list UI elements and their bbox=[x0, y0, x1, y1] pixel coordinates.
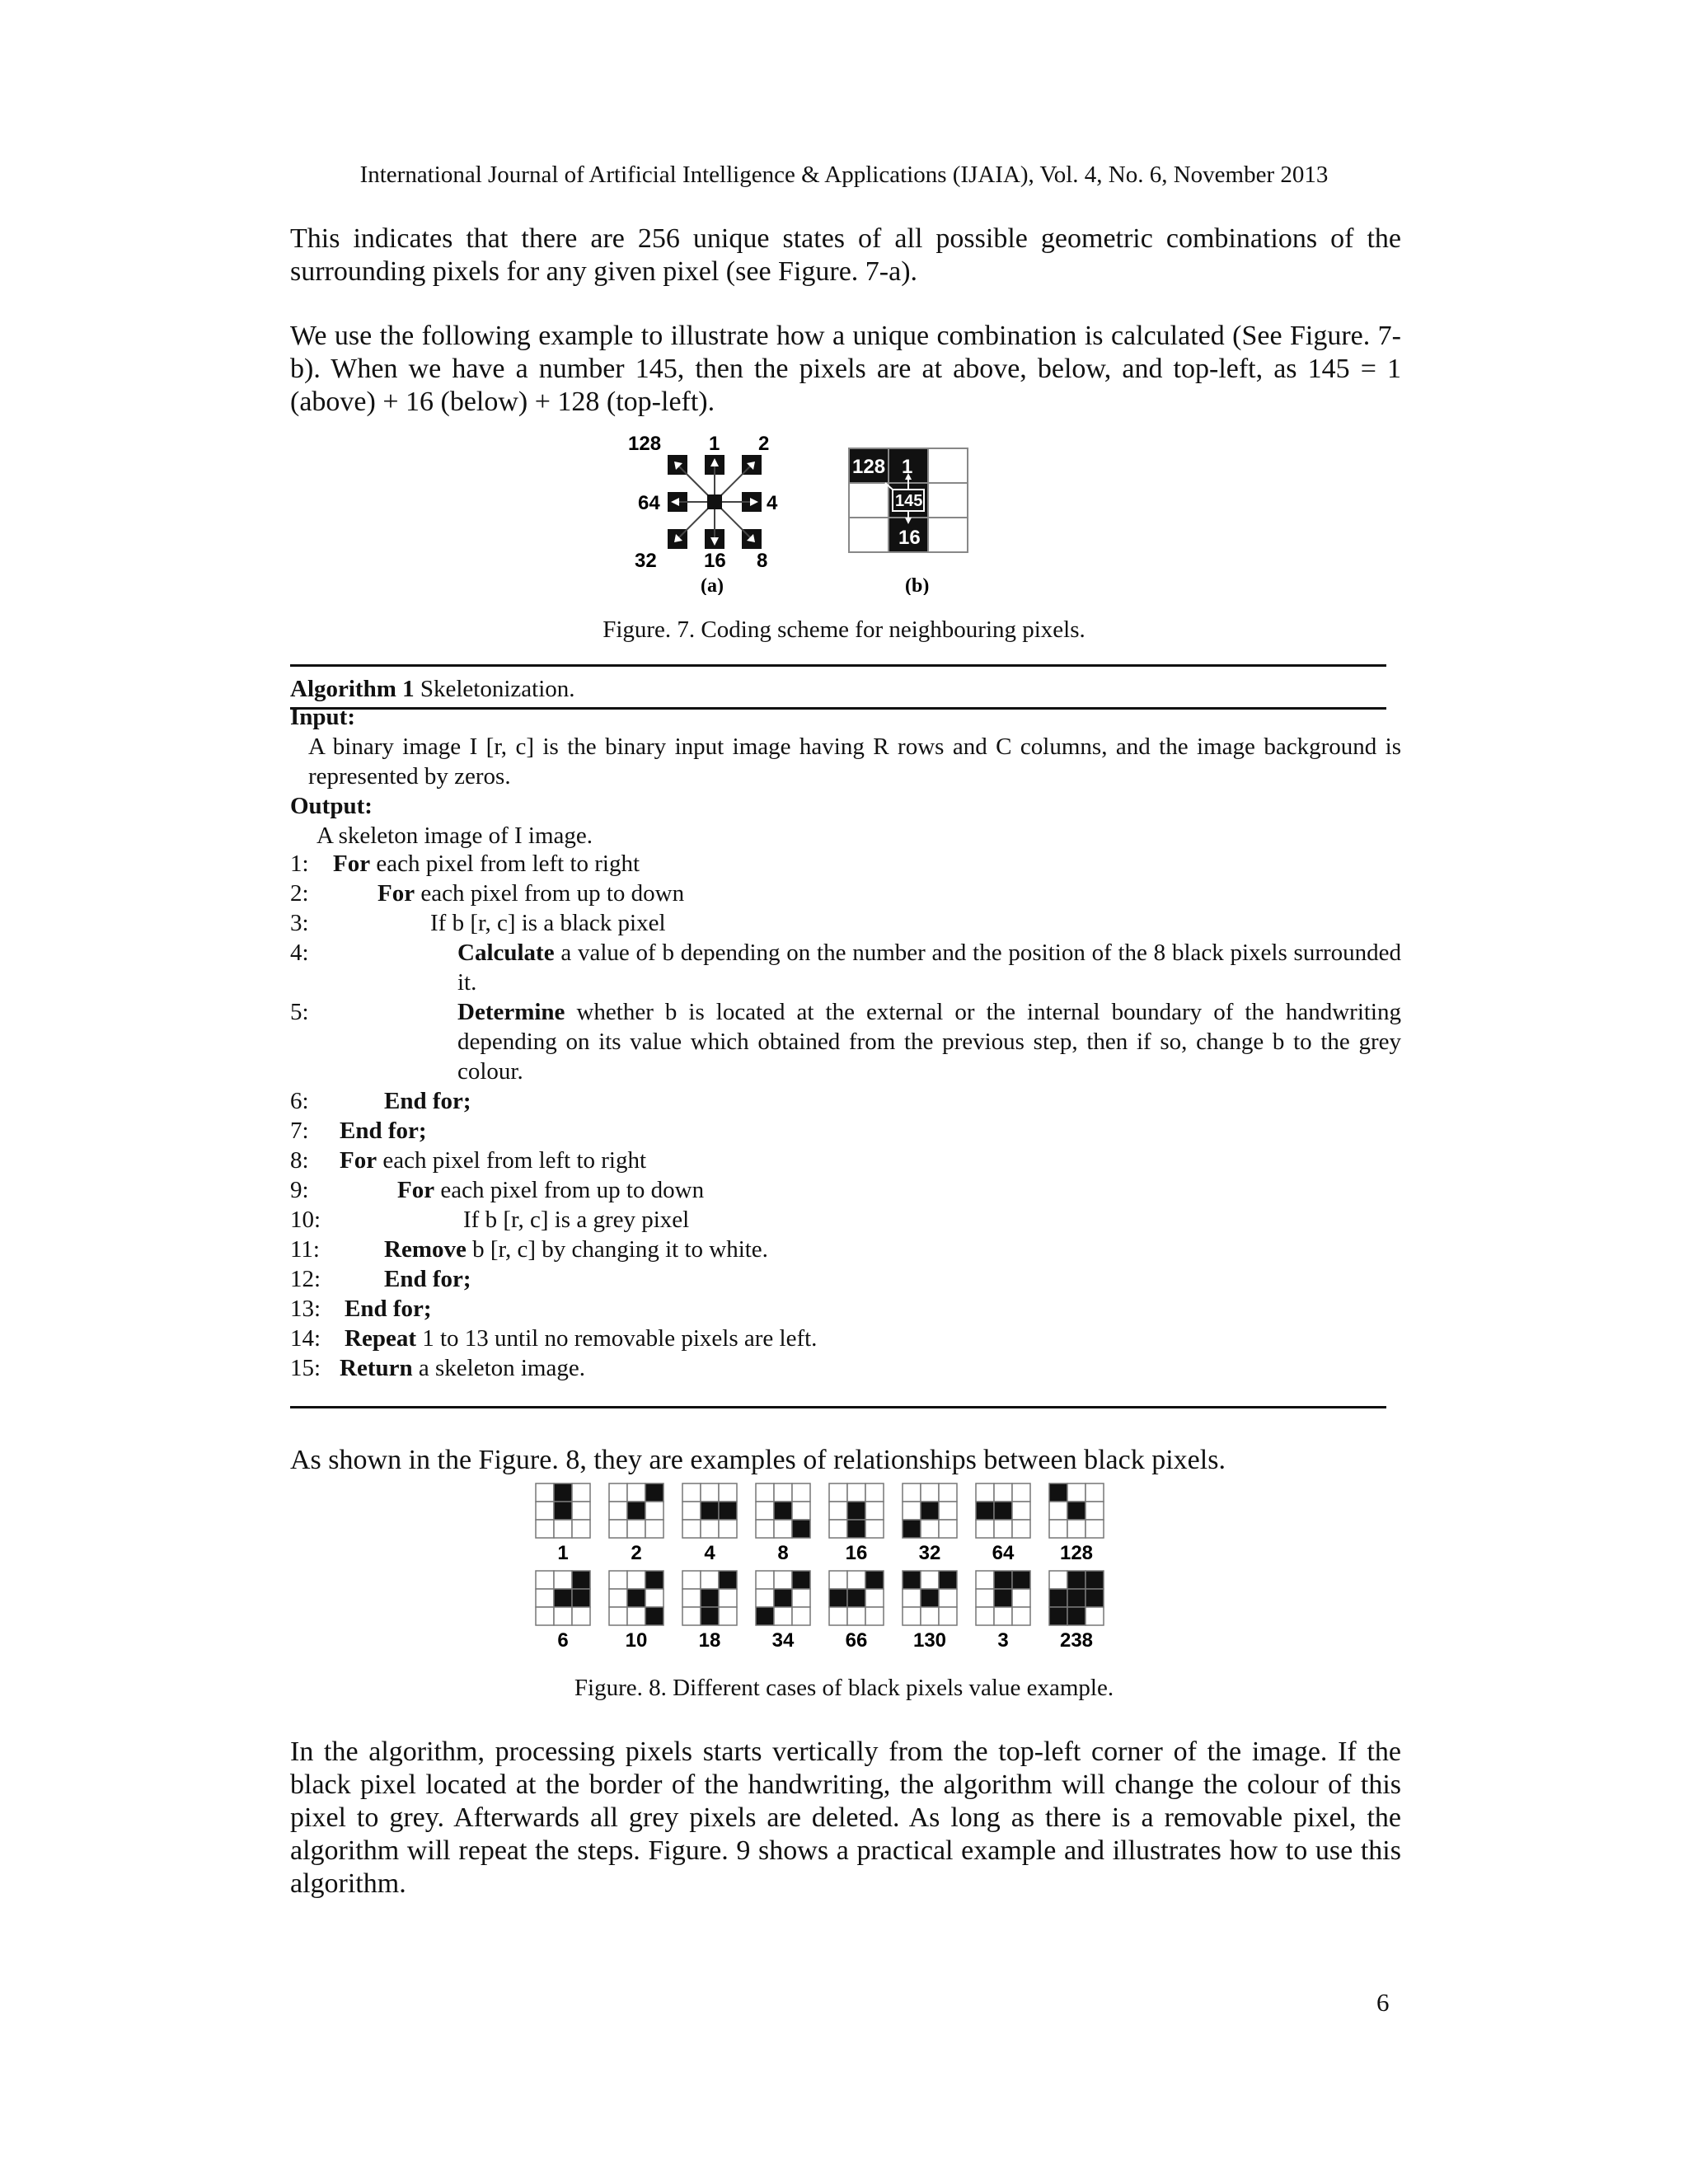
white-pixel bbox=[682, 1589, 701, 1607]
black-pixel bbox=[994, 1571, 1012, 1589]
black-pixel bbox=[792, 1571, 810, 1589]
white-pixel bbox=[994, 1520, 1012, 1538]
black-pixel bbox=[921, 1589, 939, 1607]
white-pixel bbox=[536, 1571, 554, 1589]
algorithm-title-rest: Skeletonization. bbox=[414, 676, 575, 702]
white-pixel bbox=[865, 1520, 884, 1538]
black-pixel bbox=[1067, 1502, 1085, 1520]
algorithm-step-description: If b [r, c] is a grey pixel bbox=[463, 1207, 690, 1233]
black-pixel bbox=[774, 1589, 792, 1607]
pixel-grid-1 bbox=[536, 1483, 590, 1538]
algorithm-output-text: A skeleton image of I image. bbox=[316, 823, 593, 849]
fig7a-label-8: 8 bbox=[757, 550, 768, 572]
white-pixel bbox=[847, 1607, 865, 1625]
white-pixel bbox=[1085, 1483, 1104, 1502]
paragraph-example: We use the following example to illustrate how a unique combination is calculated (See Figure. 7-b). When we have a number 145, then the pixels are at above, below, and top-left, as 145 = 1 (above) + 16 (below) + 128 (top-left). bbox=[290, 321, 1401, 417]
pixel-grid-label: 66 bbox=[845, 1629, 868, 1652]
white-pixel bbox=[554, 1607, 572, 1625]
white-pixel bbox=[921, 1571, 939, 1589]
black-pixel bbox=[1067, 1589, 1085, 1607]
white-pixel bbox=[536, 1502, 554, 1520]
white-pixel bbox=[719, 1589, 737, 1607]
fig7a-label-1: 1 bbox=[709, 433, 720, 455]
pixel-grid-64 bbox=[976, 1483, 1030, 1538]
paragraph-figure8-intro: As shown in the Figure. 8, they are examples of relationships between black pixels. bbox=[290, 1445, 1226, 1475]
black-pixel bbox=[554, 1589, 572, 1607]
algorithm-step-keyword: Return bbox=[340, 1355, 413, 1381]
algorithm-step-number: 9: bbox=[290, 1177, 309, 1203]
fig7b-label-128: 128 bbox=[852, 456, 886, 478]
algorithm-step-number: 5: bbox=[290, 999, 309, 1025]
algorithm-input-text: A binary image I [r, c] is the binary input image having R rows and C columns, and the image background is represented by zeros. bbox=[308, 733, 1401, 790]
pixel-grid-label: 32 bbox=[918, 1542, 941, 1564]
fig7a-label-4: 4 bbox=[767, 492, 778, 514]
white-pixel bbox=[994, 1483, 1012, 1502]
page-number: 6 bbox=[1376, 1988, 1390, 2017]
white-pixel bbox=[921, 1607, 939, 1625]
pixel-grid-4 bbox=[682, 1483, 737, 1538]
white-pixel bbox=[774, 1483, 792, 1502]
white-pixel bbox=[609, 1502, 627, 1520]
black-pixel bbox=[1067, 1607, 1085, 1625]
white-pixel bbox=[829, 1607, 847, 1625]
white-pixel bbox=[865, 1589, 884, 1607]
black-pixel bbox=[774, 1502, 792, 1520]
white-pixel bbox=[627, 1520, 645, 1538]
black-pixel bbox=[903, 1520, 921, 1538]
fig7a-label-2: 2 bbox=[758, 433, 770, 455]
pixel-grid-3 bbox=[976, 1571, 1030, 1625]
pixel-grid-label: 4 bbox=[704, 1542, 715, 1564]
black-pixel bbox=[939, 1571, 957, 1589]
pixel-grid-128 bbox=[1049, 1483, 1104, 1538]
figure-8 bbox=[528, 1480, 1121, 1670]
white-pixel bbox=[627, 1483, 645, 1502]
fig7-sub-b: (b) bbox=[905, 575, 930, 595]
fig7b-label-1: 1 bbox=[902, 456, 913, 478]
black-pixel bbox=[645, 1483, 663, 1502]
white-pixel bbox=[939, 1607, 957, 1625]
white-pixel bbox=[682, 1502, 701, 1520]
black-pixel bbox=[994, 1502, 1012, 1520]
white-pixel bbox=[865, 1607, 884, 1625]
pixel-grid-130 bbox=[903, 1571, 957, 1625]
white-pixel bbox=[572, 1502, 590, 1520]
paragraph-states: This indicates that there are 256 unique states of all possible geometric combinations of the surrounding pixels for any given pixel (see Figure. 7-a). bbox=[290, 223, 1401, 287]
white-pixel bbox=[976, 1571, 994, 1589]
algorithm-step-keyword: Remove bbox=[384, 1236, 467, 1263]
white-pixel bbox=[903, 1483, 921, 1502]
algorithm-step-keyword: Calculate bbox=[457, 940, 555, 966]
pixel-grid-label: 8 bbox=[777, 1542, 789, 1564]
white-pixel bbox=[792, 1607, 810, 1625]
black-pixel bbox=[1049, 1589, 1067, 1607]
white-pixel bbox=[756, 1502, 774, 1520]
black-pixel bbox=[645, 1571, 663, 1589]
algorithm-step-keyword: End for; bbox=[384, 1088, 471, 1114]
black-pixel bbox=[627, 1502, 645, 1520]
white-pixel bbox=[645, 1502, 663, 1520]
pixel-grid-label: 18 bbox=[698, 1629, 721, 1652]
black-pixel bbox=[554, 1502, 572, 1520]
black-pixel bbox=[1067, 1571, 1085, 1589]
algorithm-step-description: each pixel from up to down bbox=[415, 880, 685, 907]
black-pixel bbox=[554, 1483, 572, 1502]
algorithm-step-number: 13: bbox=[290, 1296, 321, 1322]
black-pixel bbox=[572, 1571, 590, 1589]
white-pixel bbox=[701, 1483, 719, 1502]
algorithm-step-description: If b [r, c] is a black pixel bbox=[430, 910, 666, 936]
pixel-grid-16 bbox=[829, 1483, 884, 1538]
white-pixel bbox=[903, 1502, 921, 1520]
white-pixel bbox=[939, 1589, 957, 1607]
algorithm-output-label: Output: bbox=[290, 793, 373, 819]
algorithm-step-text bbox=[457, 997, 1401, 1086]
white-pixel bbox=[627, 1607, 645, 1625]
pixel-grid-label: 6 bbox=[557, 1629, 569, 1652]
black-pixel bbox=[903, 1571, 921, 1589]
fig7a-label-64: 64 bbox=[638, 492, 660, 514]
algorithm-step-keyword: End for; bbox=[345, 1296, 432, 1322]
algorithm-step-number: 14: bbox=[290, 1325, 321, 1352]
black-pixel bbox=[627, 1589, 645, 1607]
white-pixel bbox=[756, 1520, 774, 1538]
algorithm-step-text bbox=[345, 1294, 432, 1324]
white-pixel bbox=[792, 1502, 810, 1520]
algorithm-step-number: 4: bbox=[290, 940, 309, 966]
white-pixel bbox=[829, 1502, 847, 1520]
algorithm-step-keyword: End for; bbox=[340, 1118, 427, 1144]
algorithm-step-number: 11: bbox=[290, 1236, 320, 1263]
white-pixel bbox=[829, 1571, 847, 1589]
white-pixel bbox=[939, 1483, 957, 1502]
pixel-grid-label: 2 bbox=[631, 1542, 642, 1564]
pixel-grid-label: 34 bbox=[771, 1629, 795, 1652]
algorithm-title bbox=[290, 674, 575, 704]
white-pixel bbox=[536, 1607, 554, 1625]
white-pixel bbox=[939, 1520, 957, 1538]
black-pixel bbox=[847, 1520, 865, 1538]
algorithm-title-bold: Algorithm 1 bbox=[290, 676, 415, 702]
black-pixel bbox=[994, 1589, 1012, 1607]
white-pixel bbox=[774, 1571, 792, 1589]
algorithm-step-text bbox=[384, 1086, 471, 1116]
black-pixel bbox=[976, 1502, 994, 1520]
algorithm-step-keyword: For bbox=[333, 851, 371, 877]
white-pixel bbox=[536, 1589, 554, 1607]
pixel-grid-label: 1 bbox=[557, 1542, 569, 1564]
white-pixel bbox=[536, 1520, 554, 1538]
white-pixel bbox=[572, 1483, 590, 1502]
pixel-grid-label: 3 bbox=[997, 1629, 1009, 1652]
white-pixel bbox=[865, 1502, 884, 1520]
algorithm-step-text bbox=[340, 1116, 427, 1146]
white-pixel bbox=[865, 1483, 884, 1502]
algorithm-step-number: 8: bbox=[290, 1147, 309, 1174]
algorithm-step-description: 1 to 13 until no removable pixels are left. bbox=[415, 1325, 818, 1352]
black-pixel bbox=[701, 1607, 719, 1625]
figure-7 bbox=[610, 430, 1006, 595]
algorithm-step-text bbox=[384, 1235, 768, 1264]
white-pixel bbox=[1012, 1607, 1030, 1625]
algorithm-step-description: a value of b depending on the number and the position of the 8 black pixels surrounded it. bbox=[457, 940, 1401, 996]
black-pixel bbox=[572, 1589, 590, 1607]
algorithm-step-number: 3: bbox=[290, 910, 309, 936]
fig7b-label-145: 145 bbox=[895, 492, 923, 510]
white-pixel bbox=[1049, 1520, 1067, 1538]
fig7a-label-16: 16 bbox=[704, 550, 726, 572]
white-pixel bbox=[554, 1520, 572, 1538]
white-pixel bbox=[903, 1607, 921, 1625]
algorithm-step-text bbox=[333, 849, 640, 879]
fig7a-label-128: 128 bbox=[628, 433, 662, 455]
white-pixel bbox=[976, 1483, 994, 1502]
white-pixel bbox=[774, 1607, 792, 1625]
algorithm-bottom-rule bbox=[290, 1406, 1386, 1408]
figure-7-caption: Figure. 7. Coding scheme for neighbouring pixels. bbox=[603, 616, 1085, 643]
pixel-grid-10 bbox=[609, 1571, 663, 1625]
white-pixel bbox=[719, 1520, 737, 1538]
white-pixel bbox=[756, 1483, 774, 1502]
fig7b-label-16: 16 bbox=[898, 527, 921, 549]
white-pixel bbox=[645, 1589, 663, 1607]
algorithm-step-text bbox=[340, 1353, 585, 1383]
algorithm-step-number: 12: bbox=[290, 1266, 321, 1292]
pixel-grid-label: 16 bbox=[845, 1542, 868, 1564]
algorithm-step-number: 15: bbox=[290, 1355, 321, 1381]
white-pixel bbox=[756, 1589, 774, 1607]
pixel-grid-label: 128 bbox=[1059, 1542, 1094, 1564]
black-pixel bbox=[1085, 1589, 1104, 1607]
algorithm-step-keyword: Determine bbox=[457, 999, 565, 1025]
white-pixel bbox=[701, 1571, 719, 1589]
white-pixel bbox=[682, 1520, 701, 1538]
white-pixel bbox=[1067, 1520, 1085, 1538]
pixel-grid-2 bbox=[609, 1483, 663, 1538]
pixel-grid-label: 130 bbox=[912, 1629, 947, 1652]
white-pixel bbox=[1012, 1502, 1030, 1520]
white-pixel bbox=[1049, 1571, 1067, 1589]
white-pixel bbox=[572, 1520, 590, 1538]
algorithm-step-text bbox=[345, 1324, 817, 1353]
white-pixel bbox=[554, 1571, 572, 1589]
black-pixel bbox=[921, 1502, 939, 1520]
pixel-grid-label: 238 bbox=[1059, 1629, 1094, 1652]
black-pixel bbox=[756, 1607, 774, 1625]
algorithm-mid-rule bbox=[290, 707, 1386, 710]
fig7a-label-32: 32 bbox=[635, 550, 657, 572]
white-pixel bbox=[645, 1520, 663, 1538]
black-pixel bbox=[645, 1607, 663, 1625]
white-pixel bbox=[756, 1571, 774, 1589]
white-pixel bbox=[903, 1589, 921, 1607]
pixel-grid-32 bbox=[903, 1483, 957, 1538]
white-pixel bbox=[609, 1571, 627, 1589]
algorithm-step-number: 7: bbox=[290, 1118, 309, 1144]
algorithm-step-keyword: For bbox=[377, 880, 415, 907]
running-header: International Journal of Artificial Intelligence & Applications (IJAIA), Vol. 4, No. 6, November 2013 bbox=[359, 162, 1329, 188]
black-pixel bbox=[1049, 1607, 1067, 1625]
algorithm-step-keyword: Repeat bbox=[345, 1325, 416, 1352]
white-pixel bbox=[847, 1571, 865, 1589]
white-pixel bbox=[976, 1589, 994, 1607]
white-pixel bbox=[921, 1483, 939, 1502]
algorithm-step-keyword: For bbox=[397, 1177, 435, 1203]
white-pixel bbox=[719, 1607, 737, 1625]
black-pixel bbox=[719, 1502, 737, 1520]
figure-7a-diagram bbox=[668, 455, 762, 549]
algorithm-step-text bbox=[384, 1264, 471, 1294]
white-pixel bbox=[939, 1502, 957, 1520]
white-pixel bbox=[682, 1607, 701, 1625]
algorithm-step-number: 10: bbox=[290, 1207, 321, 1233]
black-pixel bbox=[701, 1589, 719, 1607]
fig7-sub-a: (a) bbox=[701, 575, 724, 595]
white-pixel bbox=[627, 1571, 645, 1589]
white-pixel bbox=[609, 1607, 627, 1625]
figure-8-caption: Figure. 8. Different cases of black pixels value example. bbox=[574, 1675, 1114, 1701]
white-pixel bbox=[976, 1607, 994, 1625]
white-pixel bbox=[1049, 1502, 1067, 1520]
pixel-grid-18 bbox=[682, 1571, 737, 1625]
white-pixel bbox=[829, 1483, 847, 1502]
algorithm-step-keyword: For bbox=[340, 1147, 377, 1174]
pixel-grid-6 bbox=[536, 1571, 590, 1625]
algorithm-input-label: Input: bbox=[290, 704, 355, 730]
black-pixel bbox=[865, 1571, 884, 1589]
white-pixel bbox=[701, 1520, 719, 1538]
white-pixel bbox=[1067, 1483, 1085, 1502]
white-pixel bbox=[829, 1520, 847, 1538]
white-pixel bbox=[719, 1483, 737, 1502]
white-pixel bbox=[792, 1483, 810, 1502]
black-pixel bbox=[1085, 1571, 1104, 1589]
algorithm-step-description: whether b is located at the external or the internal boundary of the handwriting depending on its value which obtained from the previous step, then if so, change b to the grey colour. bbox=[457, 999, 1401, 1085]
black-pixel bbox=[1049, 1483, 1067, 1502]
white-pixel bbox=[1012, 1589, 1030, 1607]
algorithm-step-description: a skeleton image. bbox=[412, 1355, 585, 1381]
algorithm-step-description: each pixel from up to down bbox=[434, 1177, 705, 1203]
algorithm-step-text bbox=[463, 1205, 689, 1235]
white-pixel bbox=[921, 1520, 939, 1538]
paragraph-algorithm-description: In the algorithm, processing pixels starts vertically from the top-left corner of the image. If the black pixel located at the border of the handwriting, the algorithm will change the colour of this pixel to grey. Afterwards all grey pixels are deleted. As long as there is a removable pixel, the algorithm will repeat the steps. Figure. 9 shows a practical example and illustrates how to use this algorithm. bbox=[290, 1736, 1401, 1899]
algorithm-step-text bbox=[340, 1146, 646, 1175]
white-pixel bbox=[609, 1589, 627, 1607]
algorithm-step-number: 1: bbox=[290, 851, 309, 877]
white-pixel bbox=[774, 1520, 792, 1538]
algorithm-step-text bbox=[457, 938, 1401, 997]
pixel-grid-238 bbox=[1049, 1571, 1104, 1625]
white-pixel bbox=[682, 1571, 701, 1589]
white-pixel bbox=[994, 1607, 1012, 1625]
white-pixel bbox=[609, 1520, 627, 1538]
white-pixel bbox=[976, 1520, 994, 1538]
pixel-grid-label: 10 bbox=[625, 1629, 648, 1652]
algorithm-step-keyword: End for; bbox=[384, 1266, 471, 1292]
white-pixel bbox=[572, 1607, 590, 1625]
pixel-grid-label: 64 bbox=[992, 1542, 1015, 1564]
algorithm-step-text bbox=[397, 1175, 704, 1205]
black-pixel bbox=[701, 1502, 719, 1520]
white-pixel bbox=[1085, 1520, 1104, 1538]
white-pixel bbox=[536, 1483, 554, 1502]
black-pixel bbox=[847, 1589, 865, 1607]
white-pixel bbox=[792, 1589, 810, 1607]
algorithm-top-rule bbox=[290, 664, 1386, 667]
algorithm-step-description: each pixel from left to right bbox=[370, 851, 640, 877]
white-pixel bbox=[682, 1483, 701, 1502]
algorithm-step-text bbox=[377, 879, 684, 908]
white-pixel bbox=[847, 1483, 865, 1502]
algorithm-step-description: b [r, c] by changing it to white. bbox=[466, 1236, 768, 1263]
pixel-grid-66 bbox=[829, 1571, 884, 1625]
black-pixel bbox=[719, 1571, 737, 1589]
white-pixel bbox=[1085, 1607, 1104, 1625]
white-pixel bbox=[609, 1483, 627, 1502]
black-pixel bbox=[1012, 1571, 1030, 1589]
algorithm-step-number: 6: bbox=[290, 1088, 309, 1114]
pixel-grid-8 bbox=[756, 1483, 810, 1538]
white-pixel bbox=[1012, 1520, 1030, 1538]
black-pixel bbox=[829, 1589, 847, 1607]
white-pixel bbox=[1085, 1502, 1104, 1520]
white-pixel bbox=[1012, 1483, 1030, 1502]
algorithm-step-description: each pixel from left to right bbox=[377, 1147, 647, 1174]
algorithm-step-number: 2: bbox=[290, 880, 309, 907]
black-pixel bbox=[847, 1502, 865, 1520]
black-pixel bbox=[792, 1520, 810, 1538]
algorithm-step-text bbox=[430, 908, 666, 938]
pixel-grid-34 bbox=[756, 1571, 810, 1625]
